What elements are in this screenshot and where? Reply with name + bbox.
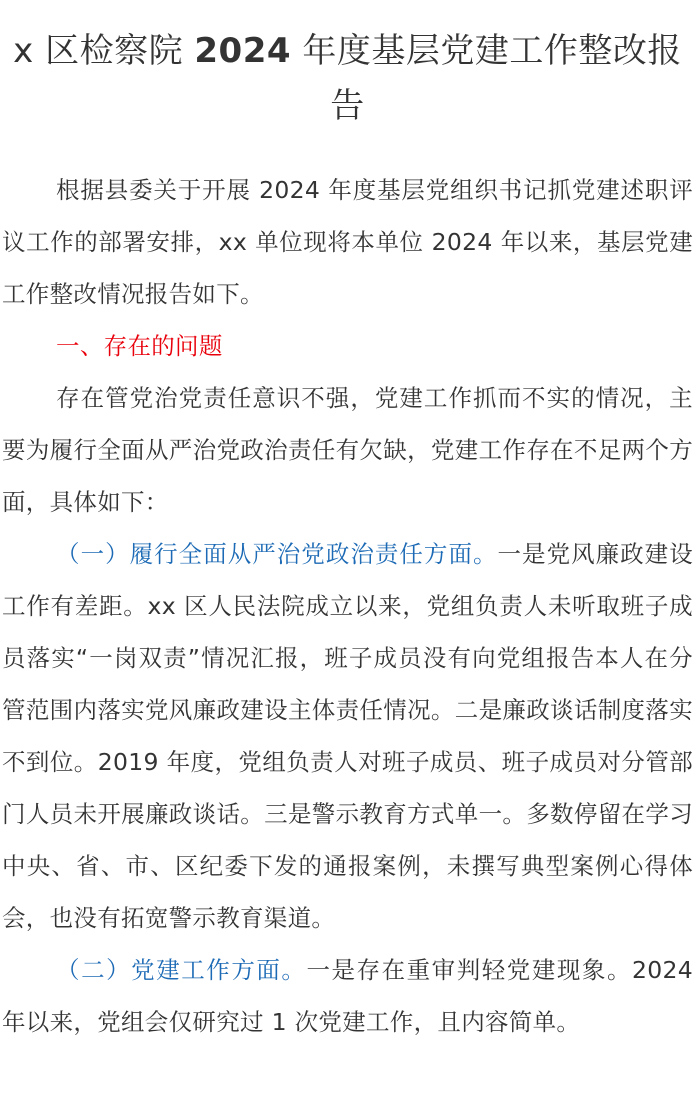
section-intro-paragraph: 存在管党治党责任意识不强，党建工作抓而不实的情况，主要为履行全面从严治党政治责任有欠缺，党建工作存在不足两个方面，具体如下： [2, 384, 693, 516]
subsection-2-paragraph [2, 944, 693, 1048]
document-title [2, 0, 693, 134]
title-year: 2024 [194, 31, 292, 71]
intro-paragraph: 根据县委关于开展 2024 年度基层党组织书记抓党建述职评议工作的部署安排，xx 单位现将本单位 2024 年以来，基层党建工作整改情况报告如下。 [2, 176, 693, 308]
subsection-1-heading: （一）履行全面从严治党政治责任方面。 [56, 540, 498, 568]
subsection-2-text: 一是存在重审判轻党建现象。2024 年以来，党组会仅研究过 1 次党建工作，且内容简单。 [2, 956, 693, 1036]
subsection-1-paragraph [2, 528, 693, 944]
subsection-1-text: 一是党风廉政建设工作有差距。xx 区人民法院成立以来，党组负责人未听取班子成员落实“一岗双责”情况汇报，班子成员没有向党组报告本人在分管范围内落实党风廉政建设主体责任情况。二是廉政谈话制度落实不到位。2019 年度，党组负责人对班子成员、班子成员对分管部门人员未开展廉政谈话。三是警示教育方式单一。多数停留在学习中央、省、市、区纪委下发的通报案例，未撰写典型案例心得体会，也没有拓宽警示教育渠道。 [2, 540, 693, 932]
title-suffix: 年度基层党建工作整改报告 [291, 31, 682, 126]
section-heading-problems: 一、存在的问题 [56, 332, 223, 360]
document-body [2, 164, 693, 1048]
title-prefix: x 区检察院 [13, 31, 195, 71]
subsection-2-heading: （二）党建工作方面。 [56, 956, 307, 984]
